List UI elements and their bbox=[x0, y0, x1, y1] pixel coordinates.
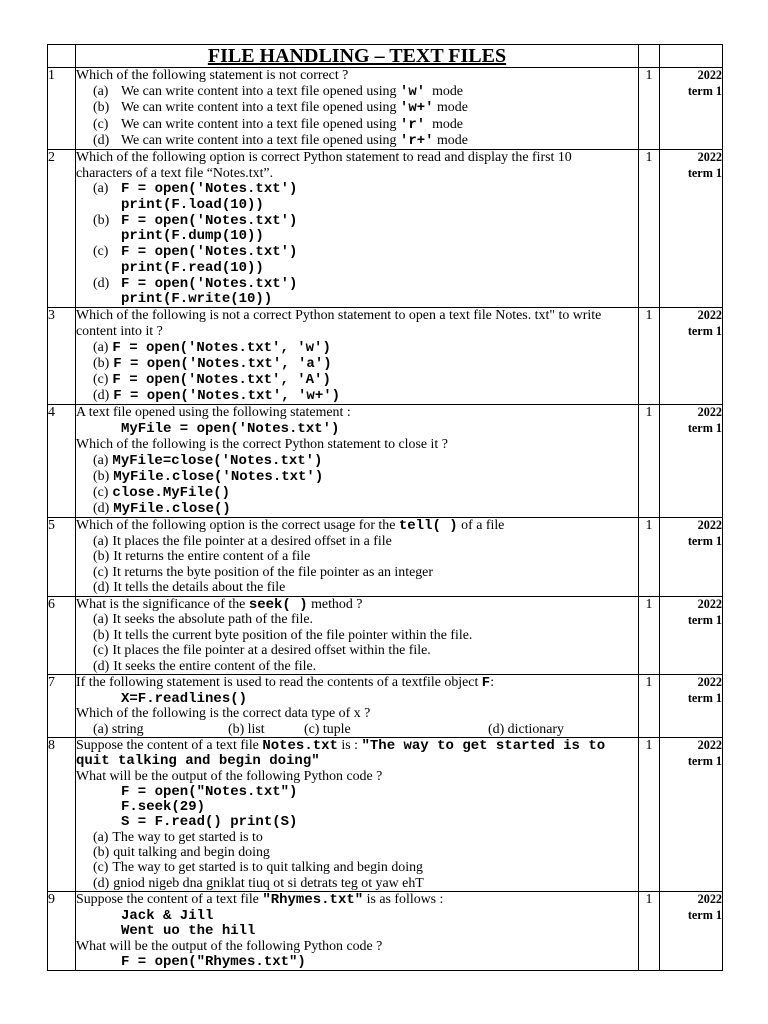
question-stem bbox=[76, 769, 638, 784]
text-run: What is the significance of the bbox=[76, 597, 249, 612]
code-run: 'r+' bbox=[399, 132, 434, 149]
question-number-cell bbox=[48, 892, 76, 971]
text-run: The way to get started is to quit talking and begin doing bbox=[112, 860, 423, 876]
question-year: 2022 bbox=[697, 892, 722, 906]
text-run: It returns the entire content of a file bbox=[113, 549, 311, 565]
option-line bbox=[76, 84, 638, 100]
text-run: We can write content into a text file opened using bbox=[121, 132, 400, 148]
code-run: F = open('Notes.txt') bbox=[121, 212, 298, 229]
title-row bbox=[48, 45, 723, 68]
header-marks-cell bbox=[639, 45, 660, 68]
question-marks: 1 bbox=[645, 405, 653, 420]
option-label: (b) bbox=[93, 212, 110, 228]
question-marks: 1 bbox=[645, 892, 653, 907]
page-title: FILE HANDLING – TEXT FILES bbox=[76, 45, 639, 68]
code-line bbox=[76, 691, 638, 707]
option-label: (d) bbox=[93, 132, 110, 148]
code-run: F bbox=[481, 675, 491, 691]
question-year: 2022 bbox=[697, 738, 722, 752]
code-run: Went uo the hill bbox=[121, 923, 256, 940]
code-run: tell( ) bbox=[398, 518, 458, 534]
question-number: 1 bbox=[48, 68, 55, 83]
question-body bbox=[76, 308, 639, 405]
option-line bbox=[76, 485, 638, 501]
code-run: F = open('Notes.txt', 'a') bbox=[113, 356, 332, 372]
code-run: Notes.txt bbox=[262, 738, 338, 754]
option-line bbox=[76, 830, 638, 845]
option-line bbox=[76, 876, 638, 891]
text-run: What will be the output of the following Python code ? bbox=[76, 938, 383, 954]
text-run: It returns the byte position of the file pointer as an integer bbox=[112, 564, 433, 580]
text-run: is as follows : bbox=[363, 892, 444, 907]
code-run: F = open('Notes.txt') bbox=[121, 181, 298, 198]
text-run: It tells the current byte position of the file pointer within the file. bbox=[113, 627, 473, 643]
question-year-cell bbox=[660, 597, 723, 675]
question-number: 3 bbox=[48, 308, 55, 323]
question-year: 2022 bbox=[697, 405, 722, 419]
question-body bbox=[76, 597, 639, 675]
option-line bbox=[76, 845, 638, 860]
text-run: mode bbox=[425, 84, 463, 100]
option-line bbox=[76, 100, 638, 116]
code-run: MyFile = open('Notes.txt') bbox=[121, 421, 340, 437]
question-row bbox=[48, 738, 723, 892]
option-label: (c) bbox=[93, 372, 109, 387]
question-number: 8 bbox=[48, 738, 55, 753]
question-number-cell bbox=[48, 68, 76, 150]
text-run: It seeks the absolute path of the file. bbox=[112, 612, 314, 628]
code-run: X=F.readlines() bbox=[121, 690, 248, 707]
question-body bbox=[76, 150, 639, 308]
question-marks: 1 bbox=[645, 518, 653, 533]
question-body bbox=[76, 68, 639, 150]
question-row bbox=[48, 308, 723, 405]
table-body bbox=[48, 45, 723, 971]
text-run: It places the file pointer at a desired offset within the file. bbox=[112, 643, 431, 659]
option-label: (d) bbox=[93, 501, 110, 516]
question-term: term 1 bbox=[687, 612, 722, 627]
code-run: F = open("Notes.txt") bbox=[121, 783, 298, 800]
question-marks: 1 bbox=[645, 308, 653, 323]
code-line bbox=[76, 421, 638, 437]
option-line bbox=[76, 612, 638, 627]
question-row bbox=[48, 68, 723, 150]
question-body bbox=[76, 518, 639, 597]
choice-item: (d) dictionary bbox=[488, 721, 564, 737]
code-run: 'r' bbox=[399, 116, 426, 133]
text-run: of a file bbox=[457, 518, 505, 533]
text-run: is : bbox=[337, 738, 362, 753]
code-run: F = open('Notes.txt', 'A') bbox=[112, 372, 331, 388]
question-marks: 1 bbox=[645, 68, 653, 83]
option-label: (c) bbox=[93, 116, 109, 132]
option-line bbox=[76, 643, 638, 658]
code-run: seek( ) bbox=[248, 597, 308, 613]
question-row bbox=[48, 675, 723, 738]
text-run: method ? bbox=[307, 597, 363, 612]
question-year-cell bbox=[660, 738, 723, 892]
text-run: It seeks the entire content of the file. bbox=[113, 658, 317, 674]
question-stem bbox=[76, 738, 638, 753]
code-run: quit talking and begin doing" bbox=[76, 753, 320, 770]
option-label: (a) bbox=[93, 533, 109, 549]
question-marks-cell bbox=[639, 675, 660, 738]
choices-line bbox=[76, 722, 638, 738]
question-number-cell bbox=[48, 675, 76, 738]
option-label: (b) bbox=[93, 845, 110, 861]
code-run: print(F.dump(10)) bbox=[121, 228, 264, 245]
text-run: It tells the details about the file bbox=[113, 580, 286, 596]
option-label: (a) bbox=[93, 453, 109, 468]
option-line bbox=[76, 213, 638, 229]
question-year: 2022 bbox=[697, 308, 722, 322]
choice-item: (a) string bbox=[93, 721, 144, 737]
option-line bbox=[76, 469, 638, 485]
question-marks-cell bbox=[639, 150, 660, 308]
option-line bbox=[76, 628, 638, 643]
question-row bbox=[48, 150, 723, 308]
question-term: term 1 bbox=[687, 533, 722, 548]
code-run: MyFile.close('Notes.txt') bbox=[113, 469, 324, 485]
option-line bbox=[76, 580, 638, 596]
option-line bbox=[76, 860, 638, 875]
question-year-cell bbox=[660, 675, 723, 738]
question-year-cell bbox=[660, 150, 723, 308]
header-number-cell bbox=[48, 45, 76, 68]
text-run: mode bbox=[433, 132, 468, 148]
code-line bbox=[76, 291, 638, 307]
code-run: MyFile=close('Notes.txt') bbox=[112, 453, 323, 469]
text-run: We can write content into a text file opened using bbox=[121, 116, 400, 132]
option-label: (d) bbox=[93, 388, 110, 403]
question-body bbox=[76, 892, 639, 971]
text-run: quit talking and begin doing bbox=[113, 845, 270, 861]
text-run: Which of the following is the correct Python statement to close it ? bbox=[76, 437, 448, 452]
option-label: (d) bbox=[93, 275, 110, 291]
text-run: : bbox=[490, 675, 495, 690]
question-marks: 1 bbox=[645, 738, 653, 753]
option-line bbox=[76, 549, 638, 565]
code-line bbox=[76, 908, 638, 924]
option-line bbox=[76, 565, 638, 581]
option-label: (b) bbox=[93, 100, 110, 116]
option-line bbox=[76, 133, 638, 149]
option-line bbox=[76, 388, 638, 404]
text-run: mode bbox=[433, 100, 468, 116]
question-marks-cell bbox=[639, 518, 660, 597]
question-marks: 1 bbox=[645, 150, 653, 165]
option-label: (a) bbox=[93, 829, 109, 845]
option-label: (d) bbox=[93, 875, 110, 891]
question-term: term 1 bbox=[687, 323, 722, 338]
option-line bbox=[76, 534, 638, 550]
option-line bbox=[76, 181, 638, 197]
question-marks-cell bbox=[639, 892, 660, 971]
text-run: A text file opened using the following statement : bbox=[76, 405, 351, 420]
option-line bbox=[76, 276, 638, 292]
text-run: characters of a text file “Notes.txt”. bbox=[76, 165, 274, 181]
code-run: print(F.load(10)) bbox=[121, 197, 264, 214]
text-run: Which of the following option is correct Python statement to read and display the first 10 bbox=[76, 150, 572, 165]
text-run: Suppose the content of a text file bbox=[76, 892, 263, 907]
question-number-cell bbox=[48, 308, 76, 405]
option-label: (a) bbox=[93, 340, 109, 355]
code-run: close.MyFile() bbox=[112, 485, 231, 501]
text-run: gniod nigeb dna gniklat tiuq ot si detrats teg ot yaw ehT bbox=[113, 875, 424, 891]
question-stem bbox=[76, 597, 638, 612]
option-label: (c) bbox=[93, 643, 109, 659]
question-year: 2022 bbox=[697, 150, 722, 164]
question-row bbox=[48, 405, 723, 518]
question-year-cell bbox=[660, 308, 723, 405]
option-label: (c) bbox=[93, 244, 109, 260]
question-term: term 1 bbox=[687, 165, 722, 180]
question-body bbox=[76, 738, 639, 892]
question-number-cell bbox=[48, 518, 76, 597]
question-marks: 1 bbox=[645, 597, 653, 612]
text-run: Suppose the content of a text file bbox=[76, 738, 263, 753]
option-label: (c) bbox=[93, 485, 109, 500]
question-year: 2022 bbox=[697, 68, 722, 82]
code-line bbox=[76, 954, 638, 970]
code-run: Jack & Jill bbox=[121, 907, 214, 924]
code-run: F = open('Notes.txt') bbox=[121, 275, 298, 292]
code-run: S = F.read() print(S) bbox=[121, 814, 298, 831]
question-marks-cell bbox=[639, 597, 660, 675]
question-number-cell bbox=[48, 738, 76, 892]
option-label: (c) bbox=[93, 564, 109, 580]
question-year: 2022 bbox=[697, 675, 722, 689]
option-line bbox=[76, 501, 638, 517]
choice-item: (b) list bbox=[228, 721, 265, 737]
question-marks: 1 bbox=[645, 675, 653, 690]
code-line bbox=[76, 784, 638, 799]
option-label: (a) bbox=[93, 612, 109, 628]
question-stem bbox=[76, 892, 638, 908]
code-line bbox=[76, 814, 638, 829]
option-label: (a) bbox=[93, 181, 109, 197]
header-year-cell bbox=[660, 45, 723, 68]
text-run: Which of the following is the correct data type of x ? bbox=[76, 706, 371, 721]
option-line bbox=[76, 117, 638, 133]
question-stem bbox=[76, 68, 638, 84]
code-line bbox=[76, 799, 638, 814]
text-run: The way to get started is to bbox=[112, 829, 263, 845]
question-row bbox=[48, 518, 723, 597]
question-stem bbox=[76, 706, 638, 722]
question-stem bbox=[76, 308, 638, 324]
question-number: 2 bbox=[48, 150, 55, 165]
question-stem bbox=[76, 675, 638, 691]
question-term: term 1 bbox=[687, 907, 722, 922]
code-run: F.seek(29) bbox=[121, 799, 206, 816]
text-run: Which of the following statement is not correct ? bbox=[76, 68, 349, 83]
question-marks-cell bbox=[639, 738, 660, 892]
choice-item: (c) tuple bbox=[304, 721, 351, 737]
code-line bbox=[76, 260, 638, 276]
code-line bbox=[76, 197, 638, 213]
code-run: 'w' bbox=[399, 84, 426, 101]
option-label: (b) bbox=[93, 627, 110, 643]
option-label: (d) bbox=[93, 580, 110, 596]
option-line bbox=[76, 372, 638, 388]
code-run: print(F.write(10)) bbox=[121, 291, 273, 308]
code-run: "Rhymes.txt" bbox=[262, 892, 364, 908]
option-label: (d) bbox=[93, 658, 110, 674]
code-line bbox=[76, 923, 638, 939]
text-run: If the following statement is used to read the contents of a textfile object bbox=[76, 675, 482, 690]
question-row bbox=[48, 597, 723, 675]
text-run: content into it ? bbox=[76, 324, 163, 339]
code-run: F = open('Notes.txt', 'w+') bbox=[113, 388, 341, 404]
code-run: 'w+' bbox=[399, 100, 434, 117]
code-run: MyFile.close() bbox=[113, 501, 231, 517]
question-stem bbox=[76, 753, 638, 768]
question-stem bbox=[76, 939, 638, 955]
question-year-cell bbox=[660, 518, 723, 597]
question-number: 9 bbox=[48, 892, 55, 907]
question-number-cell bbox=[48, 150, 76, 308]
question-number: 4 bbox=[48, 405, 55, 420]
question-stem bbox=[76, 518, 638, 534]
option-label: (c) bbox=[93, 860, 109, 876]
question-year-cell bbox=[660, 68, 723, 150]
question-number: 6 bbox=[48, 597, 55, 612]
code-run: "The way to get started is to bbox=[361, 738, 606, 754]
question-number-cell bbox=[48, 405, 76, 518]
option-label: (b) bbox=[93, 356, 110, 371]
question-stem bbox=[76, 405, 638, 421]
question-number: 5 bbox=[48, 518, 55, 533]
option-label: (b) bbox=[93, 549, 110, 565]
question-stem bbox=[76, 437, 638, 453]
code-run: print(F.read(10)) bbox=[121, 259, 264, 276]
text-run: mode bbox=[425, 116, 463, 132]
text-run: We can write content into a text file opened using bbox=[121, 84, 400, 100]
text-run: Which of the following option is the correct usage for the bbox=[76, 518, 399, 533]
option-line bbox=[76, 356, 638, 372]
question-year-cell bbox=[660, 405, 723, 518]
code-run: F = open('Notes.txt', 'w') bbox=[112, 340, 331, 356]
code-run: F = open("Rhymes.txt") bbox=[121, 954, 306, 971]
question-stem bbox=[76, 324, 638, 340]
question-row bbox=[48, 892, 723, 971]
question-stem bbox=[76, 150, 638, 166]
text-run: What will be the output of the following Python code ? bbox=[76, 768, 383, 784]
question-year: 2022 bbox=[697, 597, 722, 611]
text-run: It places the file pointer at a desired offset in a file bbox=[112, 533, 392, 549]
question-body bbox=[76, 675, 639, 738]
question-number: 7 bbox=[48, 675, 55, 690]
question-stem bbox=[76, 166, 638, 182]
option-line bbox=[76, 659, 638, 674]
question-marks-cell bbox=[639, 308, 660, 405]
question-table bbox=[47, 44, 723, 971]
option-line bbox=[76, 244, 638, 260]
text-run: We can write content into a text file opened using bbox=[121, 100, 400, 116]
option-label: (a) bbox=[93, 84, 109, 100]
question-number-cell bbox=[48, 597, 76, 675]
code-line bbox=[76, 228, 638, 244]
text-run: Which of the following is not a correct Python statement to open a text file Notes. txt" to write bbox=[76, 308, 602, 323]
question-body bbox=[76, 405, 639, 518]
option-label: (b) bbox=[93, 469, 110, 484]
question-year-cell bbox=[660, 892, 723, 971]
question-term: term 1 bbox=[687, 753, 722, 768]
question-year: 2022 bbox=[697, 518, 722, 532]
question-marks-cell bbox=[639, 68, 660, 150]
option-line bbox=[76, 453, 638, 469]
option-line bbox=[76, 340, 638, 356]
question-term: term 1 bbox=[687, 690, 722, 705]
question-term: term 1 bbox=[687, 420, 722, 435]
question-marks-cell bbox=[639, 405, 660, 518]
question-term: term 1 bbox=[687, 83, 722, 98]
code-run: F = open('Notes.txt') bbox=[121, 244, 298, 261]
